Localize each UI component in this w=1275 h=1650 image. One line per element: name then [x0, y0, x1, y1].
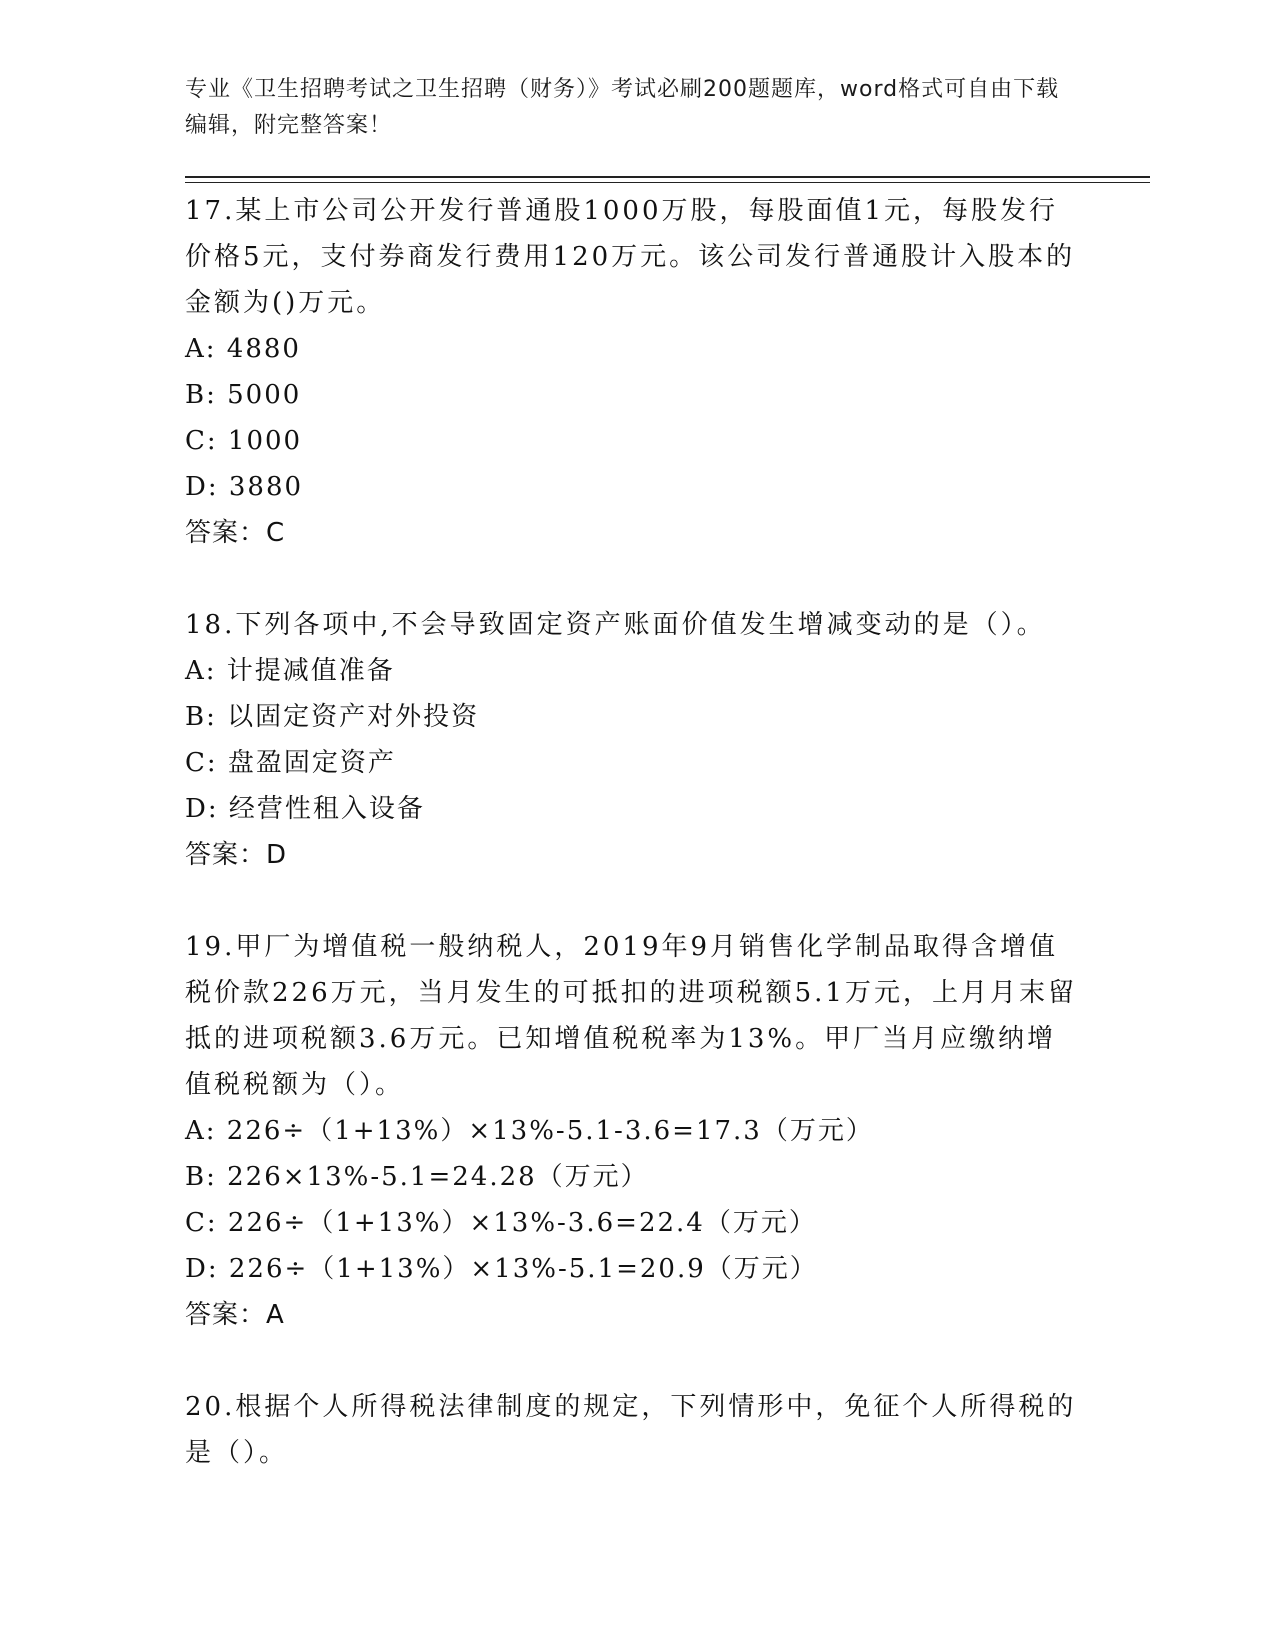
question-text: 18.下列各项中,不会导致固定资产账面价值发生增减变动的是（）。: [185, 610, 1046, 640]
question-18: [185, 602, 1085, 878]
option-c: C: 盘盈固定资产: [185, 748, 396, 778]
option-list: [185, 326, 1085, 510]
question-19: [185, 924, 1085, 1338]
answer: 答案：A: [185, 1300, 285, 1330]
question-20: [185, 1384, 1085, 1476]
option-a: A: 计提减值准备: [185, 656, 395, 686]
question-text: 20.根据个人所得税法律制度的规定，下列情形中，免征个人所得税的是（）。: [185, 1392, 1077, 1468]
document-header: 专业《卫生招聘考试之卫生招聘（财务）》考试必刷200题题库，word格式可自由下载编辑，附完整答案！: [185, 77, 1060, 138]
question-text: 19.甲厂为增值税一般纳税人，2019年9月销售化学制品取得含增值税价款226万元，当月发生的可抵扣的进项税额5.1万元，上月月末留抵的进项税额3.6万元。已知增值税税率为13%。甲厂当月应缴纳增值税税额为（）。: [185, 932, 1077, 1100]
header-divider-thin: [185, 182, 1150, 183]
option-list: [185, 1108, 1085, 1292]
option-b: B: 以固定资产对外投资: [185, 702, 480, 732]
answer: 答案：D: [185, 840, 288, 870]
question-list: [185, 188, 1085, 1476]
option-a: A: 226÷（1+13%）×13%-5.1-3.6=17.3（万元）: [185, 1116, 874, 1146]
answer: 答案：C: [185, 518, 286, 548]
option-b: B: 226×13%-5.1=24.28（万元）: [185, 1162, 649, 1192]
option-list: [185, 648, 1085, 832]
option-d: D: 226÷（1+13%）×13%-5.1=20.9（万元）: [185, 1254, 818, 1284]
option-c: C: 1000: [185, 426, 303, 456]
option-c: C: 226÷（1+13%）×13%-3.6=22.4（万元）: [185, 1208, 817, 1238]
option-d: D: 经营性租入设备: [185, 794, 425, 824]
spacer: [185, 878, 1085, 924]
header-divider-thick: [185, 176, 1150, 178]
option-a: A: 4880: [185, 334, 301, 364]
spacer: [185, 556, 1085, 602]
option-b: B: 5000: [185, 380, 302, 410]
question-text: 17.某上市公司公开发行普通股1000万股，每股面值1元，每股发行价格5元，支付券商发行费用120万元。该公司发行普通股计入股本的金额为()万元。: [185, 196, 1076, 318]
question-17: [185, 188, 1085, 556]
option-d: D: 3880: [185, 472, 304, 502]
spacer: [185, 1338, 1085, 1384]
